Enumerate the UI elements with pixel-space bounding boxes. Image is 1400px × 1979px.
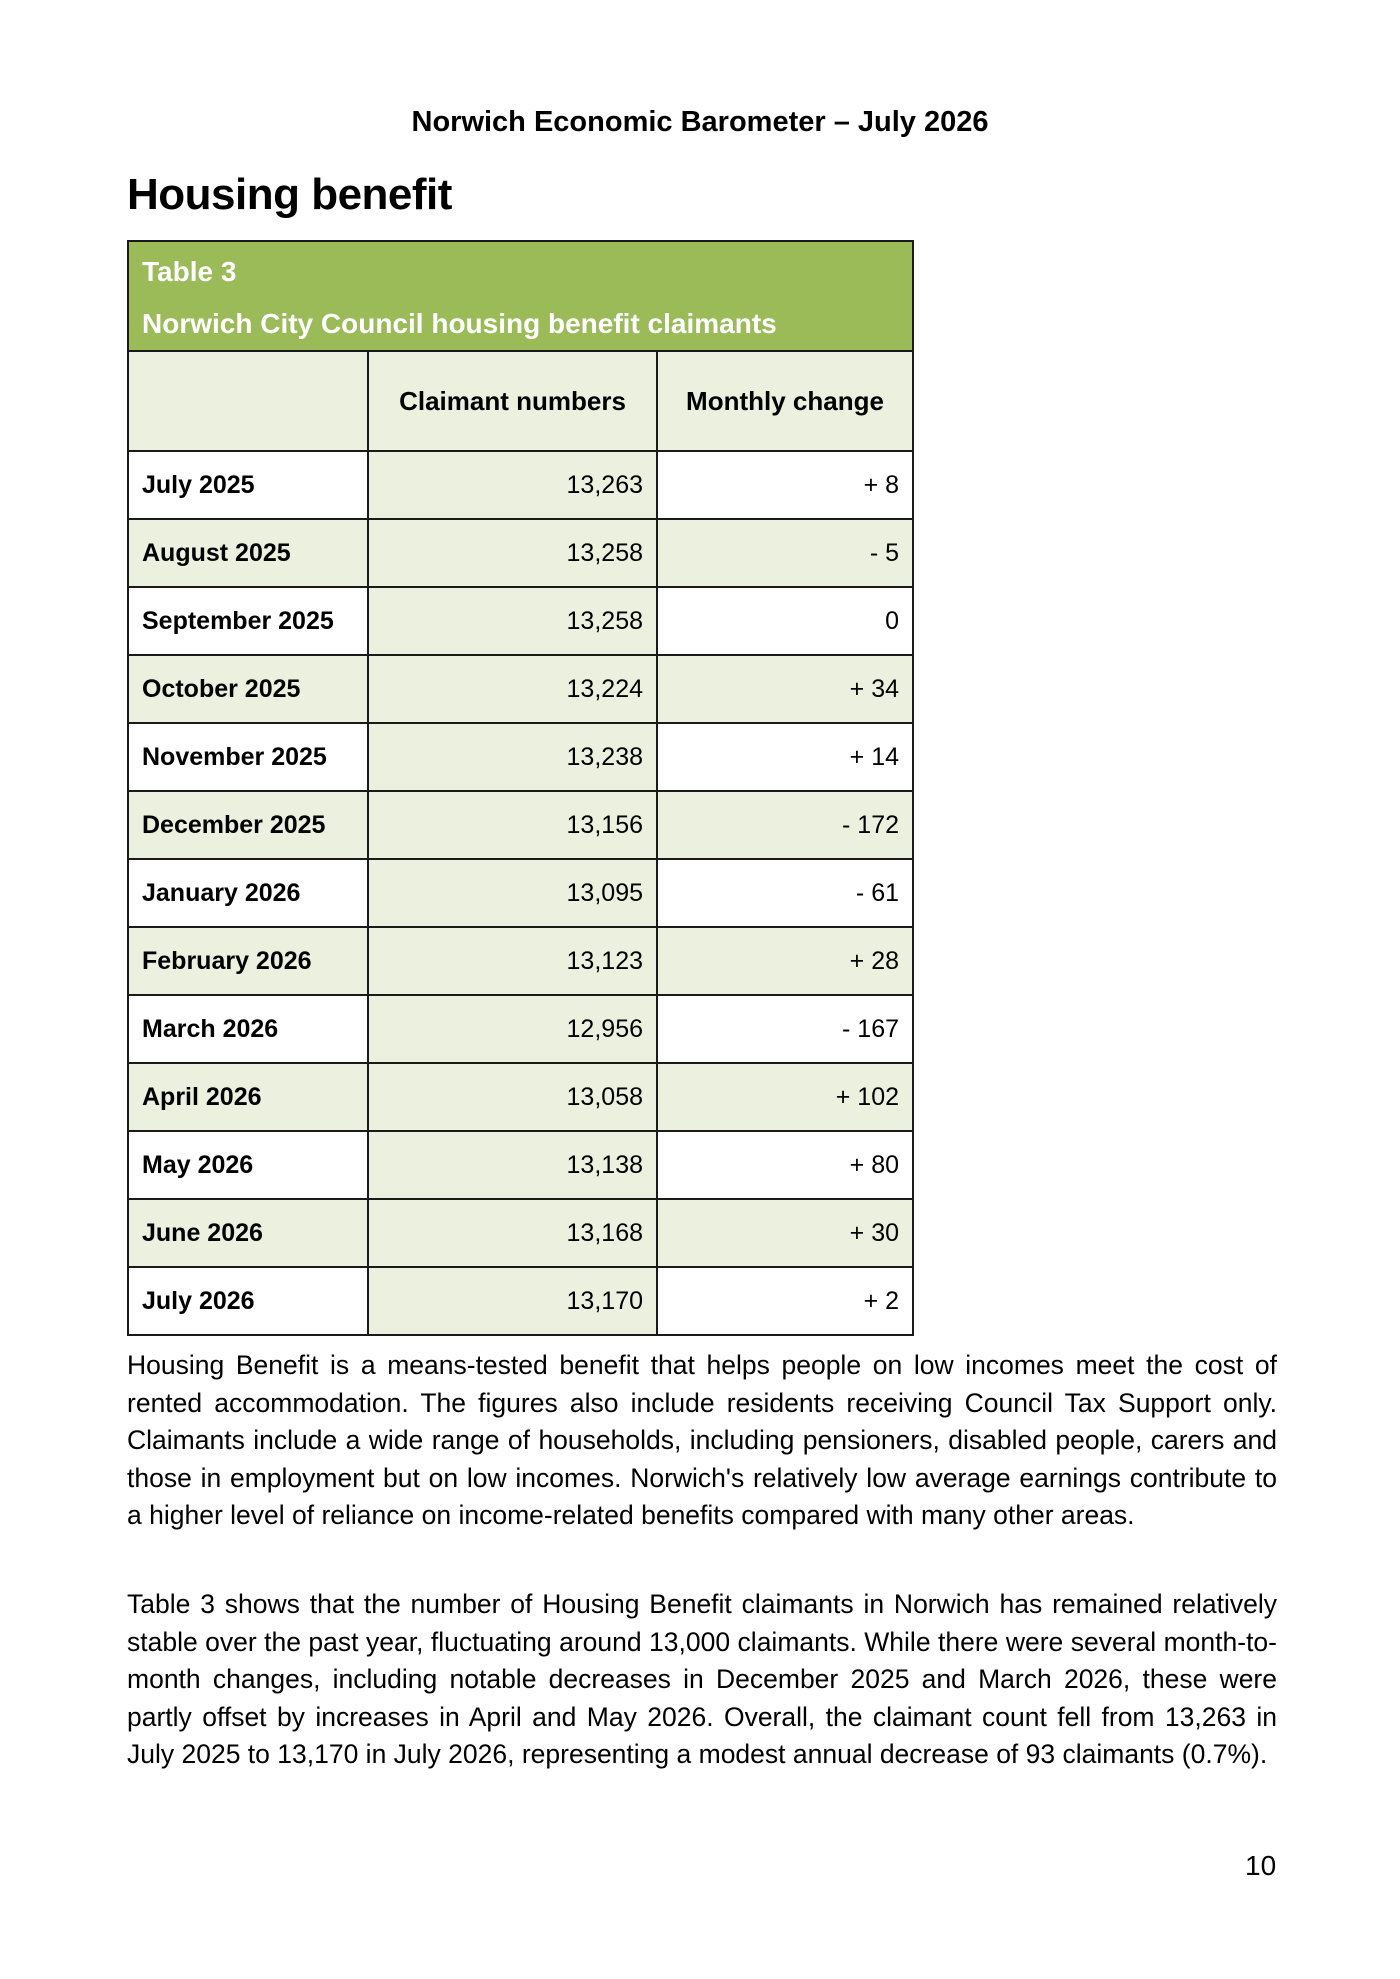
month-cell: April 2026	[128, 1063, 368, 1131]
table-row	[128, 587, 913, 655]
table-row	[128, 451, 913, 519]
claimant-number-cell: 13,263	[368, 451, 657, 519]
month-cell: September 2025	[128, 587, 368, 655]
month-cell: November 2025	[128, 723, 368, 791]
column-header-month	[128, 351, 368, 451]
claimants-table	[127, 240, 914, 1336]
month-cell: January 2026	[128, 859, 368, 927]
claimant-number-cell: 13,168	[368, 1199, 657, 1267]
monthly-change-cell: - 5	[657, 519, 913, 587]
paragraph-housing-benefit-description: Housing Benefit is a means-tested benefit that helps people on low incomes meet the cost of rented accommodation. The figures also include residents receiving Council Tax Support only. Claimants include a wide range of households, including pensioners, disabled people, carers and those in employment but on low incomes. Norwich's relatively low average earnings contribute to a higher level of reliance on income-related benefits compared with many other areas.	[127, 1350, 1277, 1530]
claimant-number-cell: 13,095	[368, 859, 657, 927]
table-row	[128, 791, 913, 859]
monthly-change-cell: + 80	[657, 1131, 913, 1199]
table-row	[128, 723, 913, 791]
claimant-number-cell: 13,156	[368, 791, 657, 859]
table-row	[128, 859, 913, 927]
monthly-change-cell: + 8	[657, 451, 913, 519]
page-number: 10	[1245, 1850, 1277, 1881]
monthly-change-cell: + 28	[657, 927, 913, 995]
table-row	[128, 519, 913, 587]
table-row	[128, 1131, 913, 1199]
monthly-change-cell: - 61	[657, 859, 913, 927]
claimant-number-cell: 13,238	[368, 723, 657, 791]
table-row	[128, 1199, 913, 1267]
table-row	[128, 927, 913, 995]
month-cell: December 2025	[128, 791, 368, 859]
month-cell: October 2025	[128, 655, 368, 723]
table-row	[128, 1267, 913, 1335]
table-row	[128, 1063, 913, 1131]
claimant-number-cell: 13,170	[368, 1267, 657, 1335]
claimant-number-cell: 13,258	[368, 587, 657, 655]
month-cell: June 2026	[128, 1199, 368, 1267]
month-cell: July 2025	[128, 451, 368, 519]
month-cell: March 2026	[128, 995, 368, 1063]
month-cell: August 2025	[128, 519, 368, 587]
table-body	[128, 451, 913, 1335]
monthly-change-cell: 0	[657, 587, 913, 655]
section-heading: Housing benefit	[127, 170, 452, 219]
monthly-change-cell: + 102	[657, 1063, 913, 1131]
page-header: Norwich Economic Barometer – July 2026	[411, 106, 989, 138]
claimant-number-cell: 13,058	[368, 1063, 657, 1131]
column-header-change: Monthly change	[657, 351, 913, 451]
claimant-number-cell: 13,224	[368, 655, 657, 723]
claimant-number-cell: 13,138	[368, 1131, 657, 1199]
table-title-cell	[128, 241, 913, 351]
paragraph-table-analysis: Table 3 shows that the number of Housing Benefit claimants in Norwich has remained relatively stable over the past year, fluctuating around 13,000 claimants. While there were several month-to-month changes, including notable decreases in December 2025 and March 2026, these were partly offset by increases in April and May 2026. Overall, the claimant count fell from 13,263 in July 2025 to 13,170 in July 2026, representing a modest annual decrease of 93 claimants (0.7%).	[127, 1589, 1277, 1769]
monthly-change-cell: + 2	[657, 1267, 913, 1335]
claimant-number-cell: 13,123	[368, 927, 657, 995]
monthly-change-cell: + 14	[657, 723, 913, 791]
monthly-change-cell: - 172	[657, 791, 913, 859]
claimant-number-cell: 12,956	[368, 995, 657, 1063]
month-cell: May 2026	[128, 1131, 368, 1199]
month-cell: February 2026	[128, 927, 368, 995]
month-cell: July 2026	[128, 1267, 368, 1335]
claimant-number-cell: 13,258	[368, 519, 657, 587]
column-header-claimants: Claimant numbers	[368, 351, 657, 451]
monthly-change-cell: + 30	[657, 1199, 913, 1267]
table-subtitle: Norwich City Council housing benefit claimants	[142, 308, 777, 339]
table-row	[128, 655, 913, 723]
monthly-change-cell: - 167	[657, 995, 913, 1063]
table-title: Table 3	[142, 256, 237, 287]
monthly-change-cell: + 34	[657, 655, 913, 723]
table-row	[128, 995, 913, 1063]
table-header-row	[128, 351, 913, 451]
